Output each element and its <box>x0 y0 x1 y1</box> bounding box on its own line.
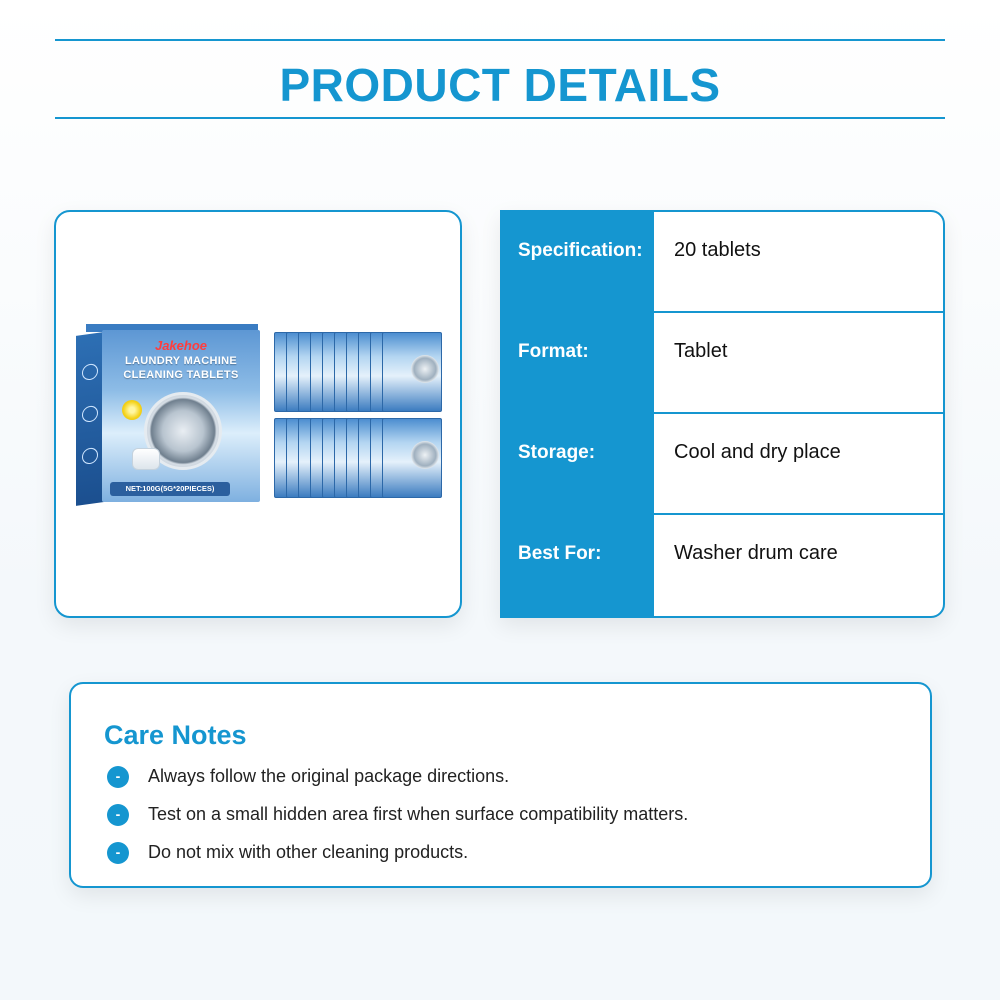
droplet-icon <box>82 363 98 381</box>
product-image-panel <box>54 210 462 618</box>
spec-value: 20 tablets <box>674 239 761 261</box>
washer-drum-icon <box>411 441 439 469</box>
sachet-row <box>274 332 442 412</box>
sachet <box>382 418 442 498</box>
care-notes-panel <box>69 682 932 888</box>
spec-value: Washer drum care <box>674 542 838 564</box>
specs-table <box>500 210 945 618</box>
page-title: PRODUCT DETAILS <box>279 59 721 111</box>
brand-logo: Jakehoe <box>154 338 208 353</box>
washer-icon <box>82 447 98 465</box>
spec-label: Format: <box>518 341 589 362</box>
box-side <box>76 332 104 506</box>
care-note-item <box>107 802 907 826</box>
box-title-line-1: LAUNDRY MACHINE <box>124 355 238 367</box>
header-top-rule <box>55 39 945 41</box>
header-bottom-rule <box>55 117 945 119</box>
box-title-line-2: CLEANING TABLETS <box>123 369 239 381</box>
shield-icon <box>82 405 98 423</box>
lemon-icon <box>122 400 142 420</box>
box-front <box>102 330 260 502</box>
care-note-item <box>107 764 907 788</box>
spec-row-best-for <box>502 515 943 616</box>
tablet-icon <box>132 448 160 470</box>
care-note-text: Test on a small hidden area first when surface compatibility matters. <box>148 804 689 824</box>
spec-row-specification <box>502 212 943 313</box>
care-note-text: Do not mix with other cleaning products. <box>148 842 469 862</box>
spec-value: Cool and dry place <box>674 441 841 463</box>
care-notes-title: Care Notes <box>104 720 247 750</box>
spec-label: Storage: <box>518 442 596 463</box>
spec-label: Best For: <box>518 543 602 564</box>
spec-value: Tablet <box>674 340 728 362</box>
bullet-icon: - <box>107 804 129 826</box>
spec-label: Specification: <box>518 240 643 261</box>
sachet-row <box>274 418 442 498</box>
product-box-image <box>76 324 258 502</box>
care-note-text: Always follow the original package directions. <box>148 766 510 786</box>
bullet-icon: - <box>107 842 129 864</box>
spec-row-format <box>502 313 943 414</box>
care-note-item <box>107 840 907 864</box>
net-weight-badge: NET:100G(5G*20PIECES) <box>110 482 230 496</box>
box-title <box>106 354 256 382</box>
washer-drum-icon <box>411 355 439 383</box>
sachet <box>382 332 442 412</box>
sachets-image <box>274 332 442 504</box>
spec-row-storage <box>502 414 943 515</box>
bullet-icon: - <box>107 766 129 788</box>
